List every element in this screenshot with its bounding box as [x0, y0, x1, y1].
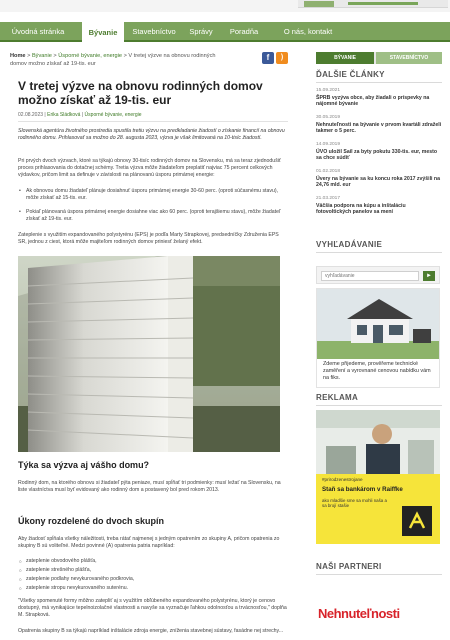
divider	[18, 121, 288, 122]
news-link[interactable]: ÚVO uložil Sail za byty pokutu 330-tis. eur, mesto sa chce súdiť	[316, 149, 438, 162]
article-intro: Slovenská agentúra životného prostredia spustila tretiu výzvu na predkladanie žiadostí o získanie financií na obnovu rodinného domu. Prihlasovať sa možno do 28. augusta 2023, výzva je však limitovaná na 10-tisíc žiadostí.	[18, 128, 285, 142]
article-title: V tretej výzve na obnovu rodinných domov možno získať až 19-tis. eur	[18, 79, 263, 107]
article-photo	[18, 256, 280, 452]
news-link[interactable]: ŠPRB vyzýva obce, aby žiadali o príspevky na nájomné bývanie	[316, 95, 430, 108]
nav-tab-spravy[interactable]: Správy	[189, 27, 213, 36]
news-link[interactable]: Úvery na bývanie sa ku koncu roka 2017 zvýšili na 24,76 mld. eur	[316, 176, 440, 189]
article-meta: 02.08.2023 | Erika Sládková | Úsporné bývanie, energie	[18, 112, 142, 118]
article-paragraph: Zateplenie s využitím expandovaného polystyrénu (EPS) je podľa Marty Strapkovej, predsedníčky Združenia EPS SR, jednou z ciest, ktorá môže majiteľom rodinných domov priniesť želaný efekt.	[18, 232, 279, 246]
news-date: 15.09.2021	[316, 88, 341, 93]
rss-icon[interactable]: )	[276, 52, 288, 64]
sidebar-tab-byvanie[interactable]: BÝVANIE	[316, 52, 374, 64]
list-item: • Ak obnovou domu žiadateľ plánuje dosiahnuť úsporu primárnej energie 30-60 perc. (oproti súčasnému stavu), môže získať až 15-tis. eur.	[26, 188, 288, 202]
nav-tab-home[interactable]: Úvodná stránka	[11, 27, 65, 36]
news-date: 01.02.2018	[316, 169, 341, 174]
search-button[interactable]: ►	[423, 271, 435, 281]
article-paragraph: Aby žiadosť spĺňala všetky náležitosti, treba rátať najmenej s jedným opatrením zo skupiny A, pričom opatrenia zo skupiny B sú voliteľné. Medzi povinné (A) opatrenia patria napríklad:	[18, 536, 280, 550]
breadcrumb-item-current: V tretej výzve na obnovu rodinných domov možno získať až 19-tis. eur	[10, 53, 216, 67]
news-link[interactable]: Nehnuteľnosti na bývanie v prvom kvartáli zdraželi takmer o 5 perc.	[316, 122, 442, 135]
divider	[316, 82, 442, 83]
article-category[interactable]: Úsporné bývanie, energie	[84, 112, 142, 118]
news-date: 30.05.2019	[316, 115, 341, 120]
nav-tab-poradna[interactable]: Poradňa	[229, 27, 259, 36]
breadcrumb-separator: >	[53, 53, 57, 59]
breadcrumb	[10, 52, 220, 68]
bank-ad-headline: Staň sa bankárom v Raiffke	[322, 486, 403, 493]
search-heading: VYHĽADÁVANIE	[316, 240, 383, 249]
breadcrumb-separator: >	[123, 53, 127, 59]
partner-logo-nehnutelnosti[interactable]: Nehnuteľnosti	[318, 606, 400, 621]
section-heading: Týka sa výzva aj vášho domu?	[18, 460, 150, 470]
breadcrumb-item-byvanie[interactable]: Bývanie	[31, 53, 52, 59]
list-item: ○ zateplenie strešného plášťa,	[26, 567, 288, 574]
article-paragraph: "Všetky spomenuté formy môžno zatepliť aj s využitím obľúbeného expandovaného polystyrénu, ktorý je cenovo dostupný, má vynikajúce tepelnoizolačné vlastnosti a navyše sa vyznačuje ľahkou odolnosťou a trvácnosťou," doplňa M. Strapková.	[18, 598, 287, 619]
facebook-icon[interactable]: f	[262, 52, 274, 64]
sidebar-tabs	[316, 52, 442, 64]
sidebar-tab-stavebnictvo[interactable]: STAVEBNÍCTVO	[376, 52, 442, 64]
article-paragraph: Pri prvých dvoch výzvach, ktoré sa týkajú obnovy 30-tisíc rodinných domov na Slovensku, má sa teraz zjednodušiť proces prihlasovania do dotačnej schémy. Tretia výzva môže žiadateľom preplatiť najviac 75 percent celkových výdavkov, pričom limit sa definuje v závislosti na plánovanú úsporu primárnej energie:	[18, 158, 281, 179]
breadcrumb-item-category[interactable]: Úsporné bývanie, energie	[58, 53, 123, 59]
bank-ad-hashtag: #prirodzenestrojane	[322, 477, 363, 482]
ads-heading: REKLAMA	[316, 393, 359, 402]
house-facade-image	[18, 256, 280, 452]
nav-tab-byvanie[interactable]: Bývanie	[82, 18, 124, 44]
banner-text-bar	[348, 2, 418, 5]
divider	[316, 405, 442, 406]
news-link[interactable]: Väčšia podpora na kúpu a inštaláciu fotovoltických panelov sa mení	[316, 203, 406, 216]
article-paragraph: Rodinný dom, na ktorého obnovu si žiadateľ pýta peniaze, musí spĺňať tri podmienky: musí ležať na Slovensku, na liste vlastníctva musí byť evidovaný ako rodinný dom a postavený bol pred rokom 2013.	[18, 480, 281, 494]
raiffeisen-logo-icon	[402, 506, 432, 536]
section-heading: Úkony rozdelené do dvoch skupín	[18, 516, 165, 526]
list-item: ○ zateplenie podlahy nevykurovaného podkrovia,	[26, 576, 288, 583]
search-input[interactable]	[321, 271, 419, 281]
divider	[316, 252, 442, 253]
list-item: ○ zateplenie stropu nevykurovaného suterénu.	[26, 585, 288, 592]
nav-tab-contact[interactable]: O nás, kontakt	[283, 27, 333, 36]
banner-image	[304, 1, 334, 7]
list-item: ○ zateplenie obvodového plášťa,	[26, 558, 288, 565]
house-ad-image	[317, 289, 440, 359]
article-author[interactable]: Erika Sládková	[47, 112, 81, 118]
news-date: 21.03.2017	[316, 196, 341, 201]
latest-articles-heading: ĎALŠIE ČLÁNKY	[316, 70, 385, 79]
article-date: 02.08.2023	[18, 112, 44, 118]
top-banner-ad[interactable]	[298, 0, 448, 8]
news-date: 14.09.2019	[316, 142, 341, 147]
nav-tab-stavebnictvo[interactable]: Stavebníctvo	[132, 27, 176, 36]
bank-ad-image	[316, 410, 440, 474]
search-box	[316, 266, 440, 284]
breadcrumb-separator: >	[27, 53, 31, 59]
partners-heading: NAŠI PARTNERI	[316, 562, 382, 571]
bank-ad[interactable]	[316, 410, 440, 544]
list-item: • Pokiaľ plánovaná úspora primárnej energie dosiahne viac ako 60 perc. (oproti terajšiemu stavu), môže žiadateľ získať až 19-tis. eur.	[26, 209, 288, 223]
divider	[316, 574, 442, 575]
bank-ad-subtext: ako mladšie sme sa mohli naša a sa brojí stašie	[322, 498, 387, 509]
house-ad[interactable]	[316, 288, 440, 388]
main-nav	[0, 22, 450, 42]
house-ad-text: Zdeme přijedeme, prověřeme technické zaměření a vyrovnané cenovou nabídku vám na fiks.	[323, 361, 431, 381]
top-strip	[0, 0, 450, 12]
article-paragraph: Opatrenia skupiny B sa týkajú napríklad inštalácie zdroja energie, zníženia stavebnej sústavy, fasádne nej strechy...	[18, 628, 284, 634]
breadcrumb-home[interactable]: Home	[10, 53, 26, 59]
